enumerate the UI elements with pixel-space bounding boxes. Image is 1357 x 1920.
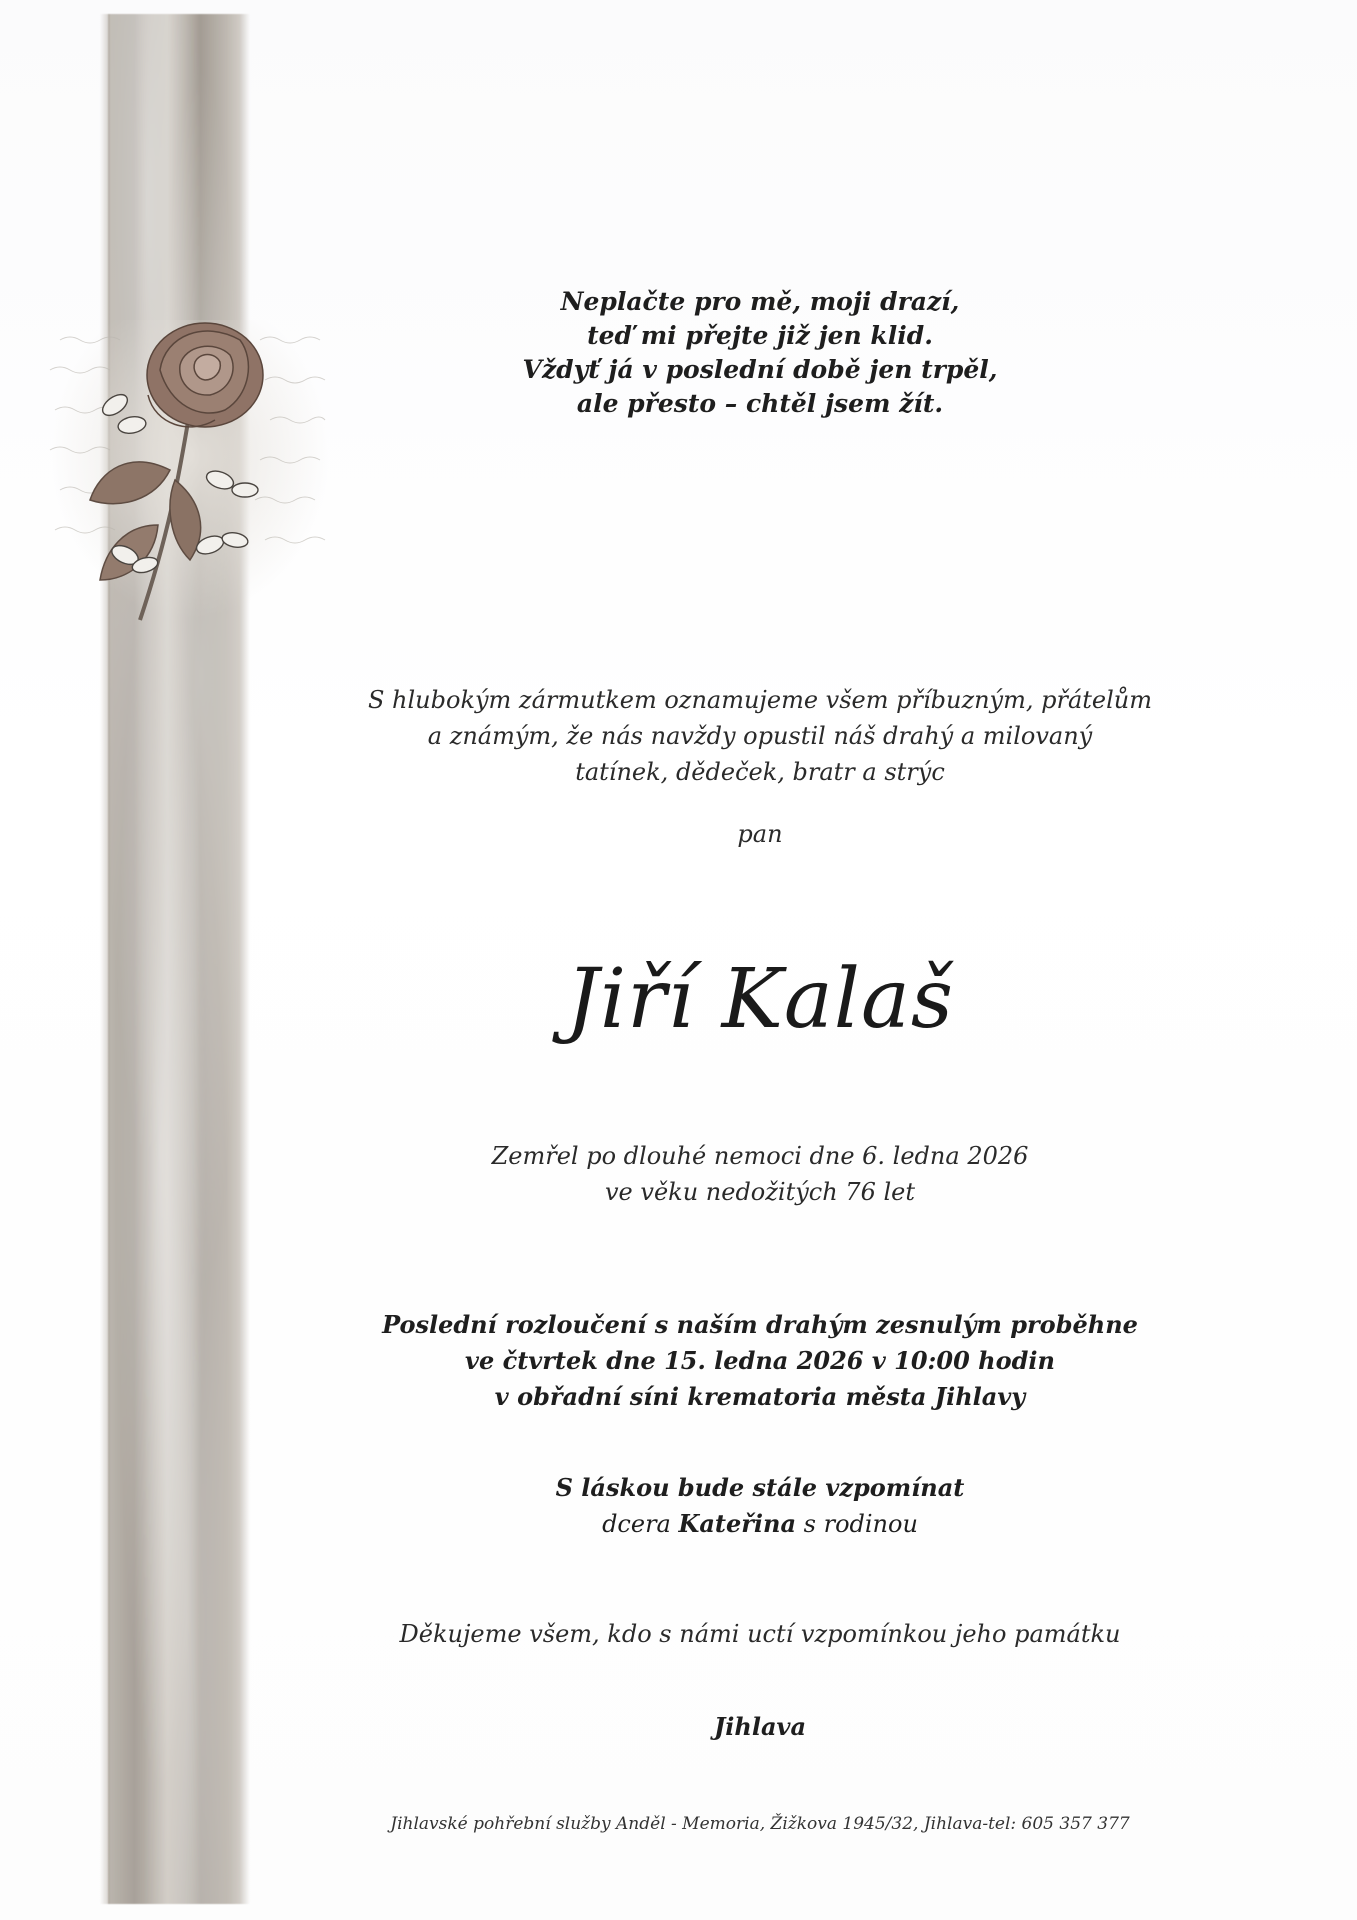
thanks-line: Děkujeme všem, kdo s námi uctí vzpomínkou jeho památku bbox=[399, 1620, 1121, 1648]
mourners bbox=[330, 1470, 1190, 1542]
announcement-line: tatínek, dědeček, bratr a strýc bbox=[575, 758, 945, 786]
honorific: pan bbox=[737, 820, 783, 848]
mourners-prefix: dcera bbox=[602, 1510, 679, 1538]
funeral-info-line: Poslední rozloučení s naším drahým zesnulým proběhne bbox=[382, 1310, 1138, 1339]
deceased-name: Jiří Kalaš bbox=[566, 952, 954, 1047]
rose-icon bbox=[40, 300, 340, 640]
poem-line: Vždyť já v poslední době jen trpěl, bbox=[522, 355, 998, 384]
announcement-line: a známým, že nás navždy opustil náš drahý a milovaný bbox=[427, 722, 1093, 750]
obituary-content bbox=[330, 0, 1190, 1920]
place-name: Jihlava bbox=[713, 1712, 807, 1741]
mourners-line-2 bbox=[330, 1506, 1190, 1542]
death-info-line: Zemřel po dlouhé nemoci dne 6. ledna 2026 bbox=[491, 1142, 1029, 1170]
rose-decoration bbox=[40, 300, 340, 640]
mourners-suffix: s rodinou bbox=[796, 1510, 918, 1538]
poem-line: ale přesto – chtěl jsem žít. bbox=[576, 389, 944, 418]
poem-line: teď mi přejte již jen klid. bbox=[587, 321, 933, 350]
mourners-line-1: S láskou bude stále vzpomínat bbox=[555, 1473, 965, 1502]
funeral-info-line: v obřadní síni krematoria města Jihlavy bbox=[494, 1382, 1026, 1411]
announcement bbox=[330, 682, 1190, 790]
funeral-service-footer: Jihlavské pohřební služby Anděl - Memoria, Žižkova 1945/32, Jihlava-tel: 605 357 377 bbox=[390, 1814, 1130, 1834]
death-info bbox=[330, 1138, 1190, 1210]
funeral-info-line: ve čtvrtek dne 15. ledna 2026 v 10:00 hodin bbox=[465, 1346, 1055, 1375]
decorative-stone-strip bbox=[108, 14, 240, 1904]
mourner-name: Kateřina bbox=[678, 1509, 797, 1538]
poem-line: Neplačte pro mě, moji drazí, bbox=[560, 287, 960, 316]
poem bbox=[330, 285, 1190, 421]
death-info-line: ve věku nedožitých 76 let bbox=[605, 1178, 915, 1206]
funeral-info bbox=[330, 1307, 1190, 1415]
announcement-line: S hlubokým zármutkem oznamujeme všem příbuzným, přátelům bbox=[367, 686, 1153, 714]
